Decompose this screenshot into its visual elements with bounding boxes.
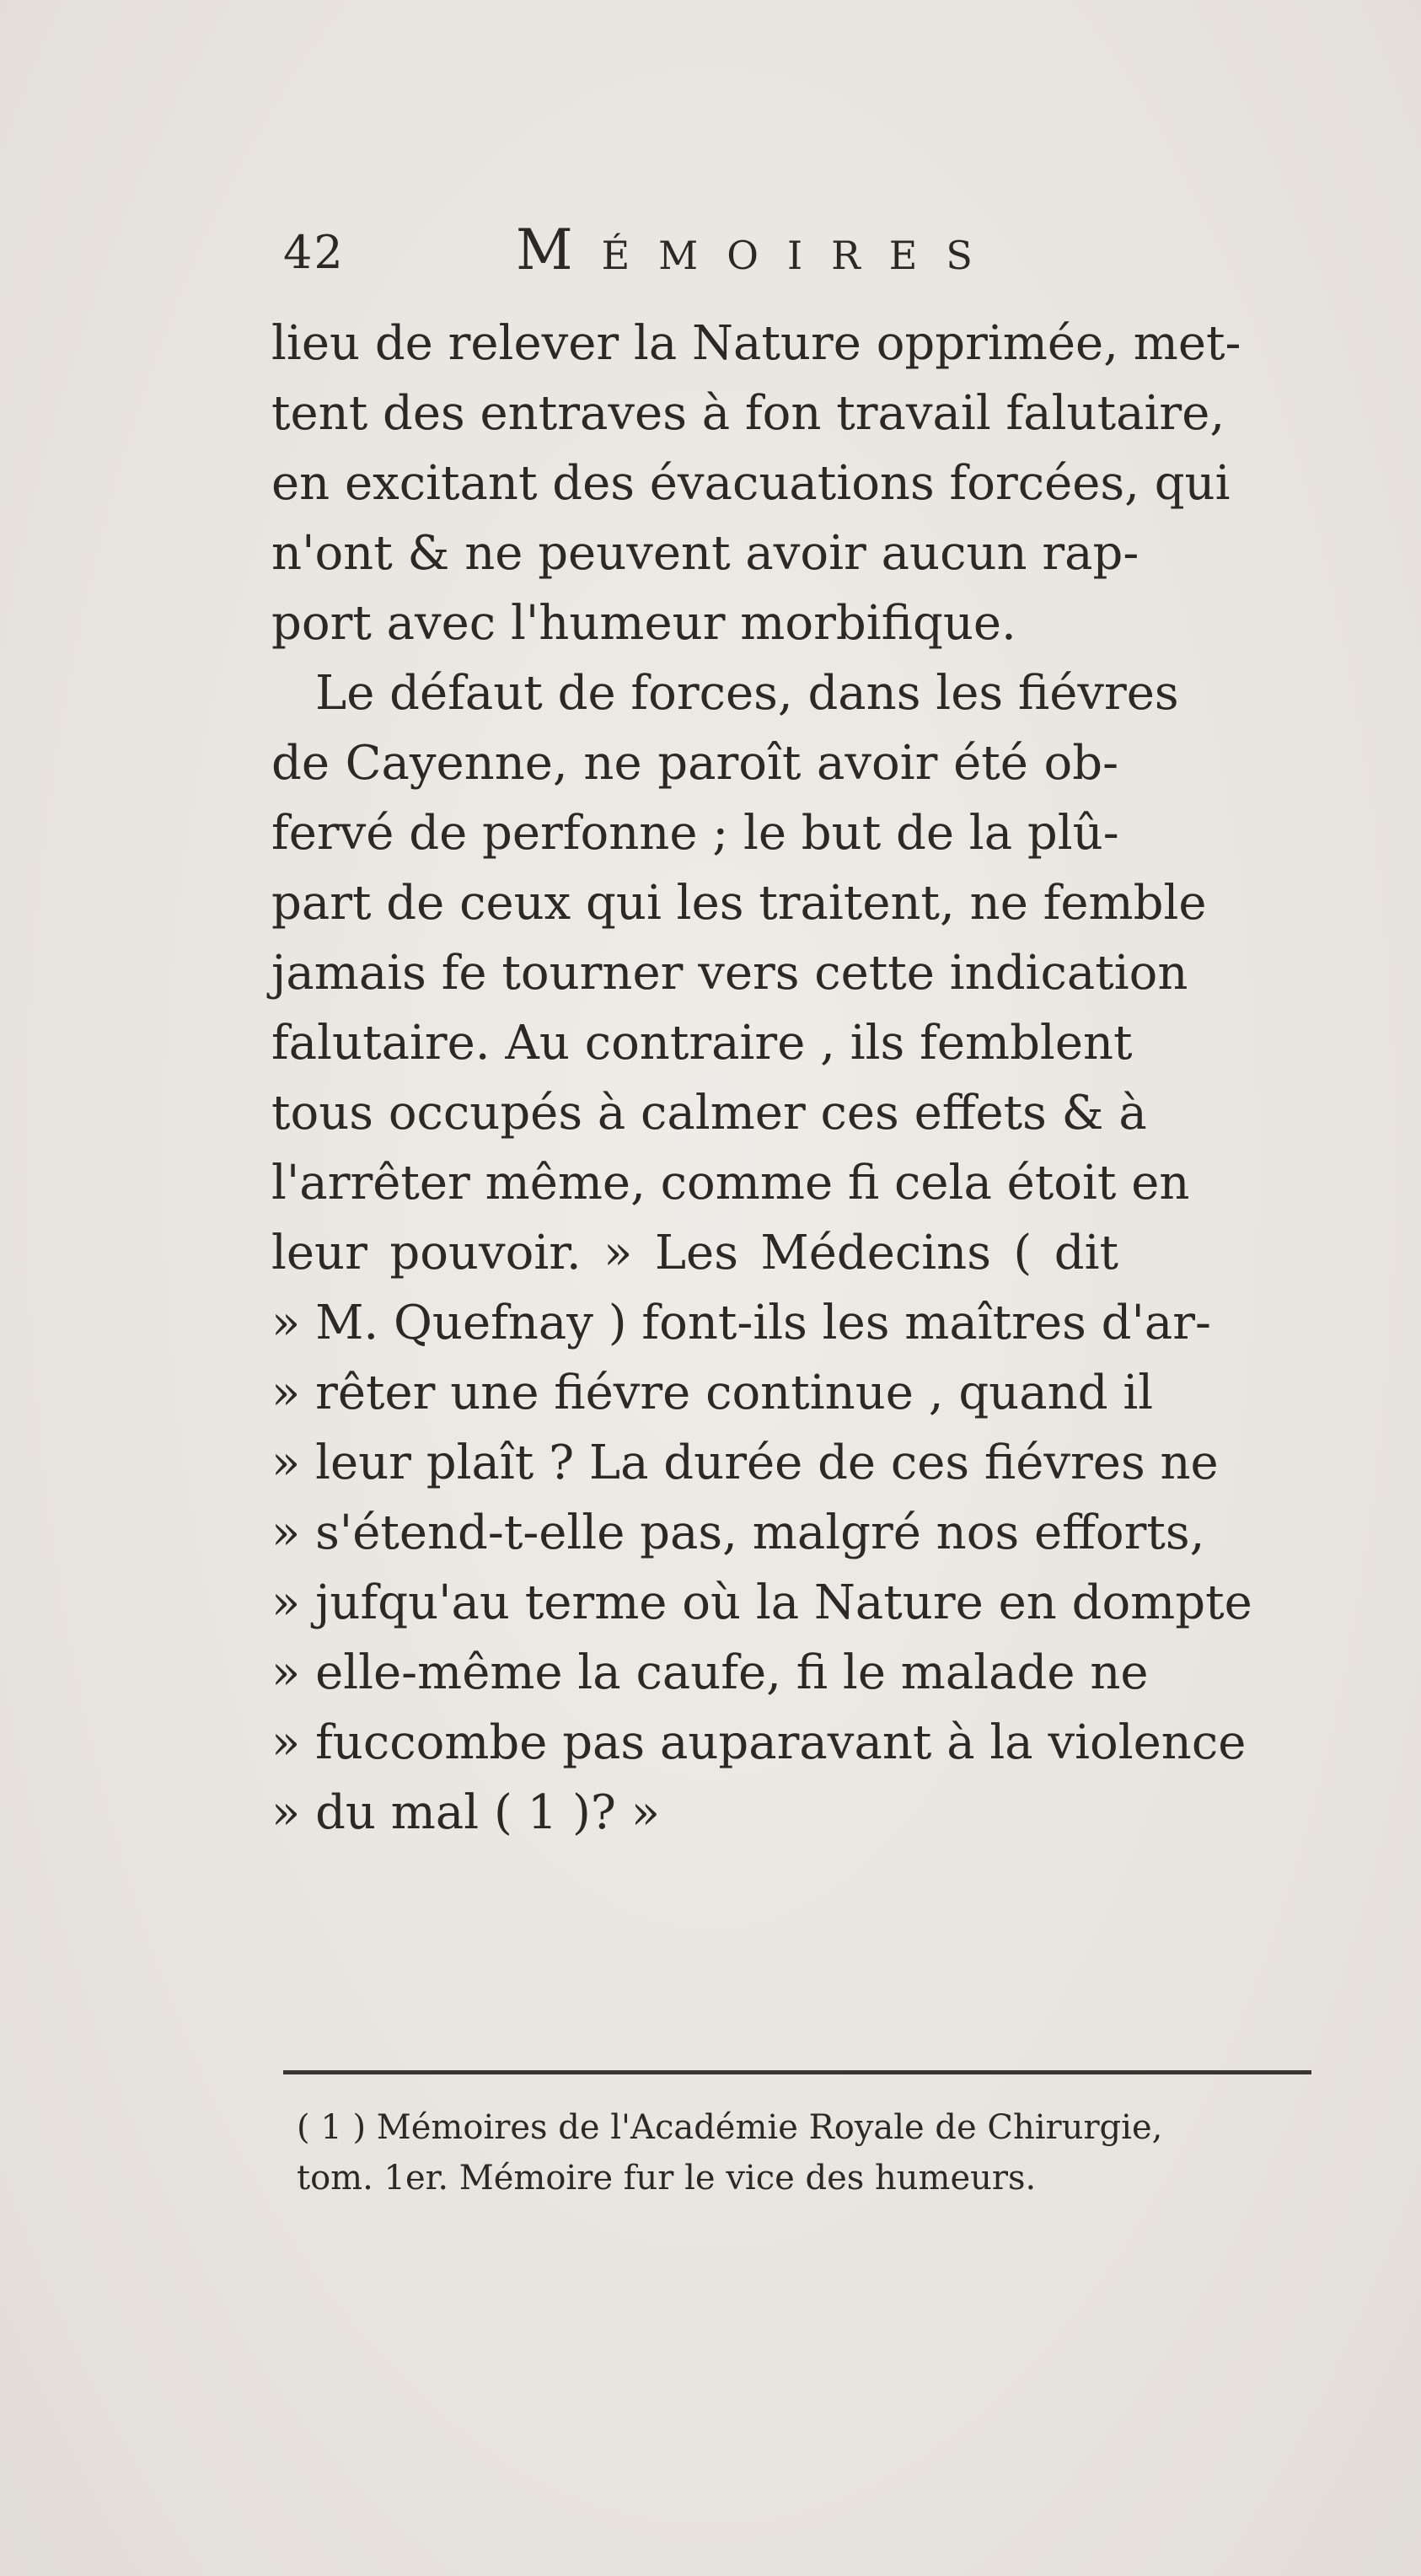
- text-line: part de ceux qui les traitent, ne femble: [271, 876, 1207, 931]
- text-line: de Cayenne, ne paroît avoir été ob-: [271, 736, 1118, 791]
- text-line: port avec l'humeur morbifique.: [271, 596, 1016, 651]
- footnote-line: tom. 1er. Mémoire fur le vice des humeurs.: [297, 2159, 1037, 2198]
- text-line: » s'étend-t-elle pas, malgré nos efforts,: [271, 1505, 1205, 1560]
- text-line: » jufqu'au terme où la Nature en dompte: [271, 1575, 1252, 1630]
- text-line: » fuccombe pas auparavant à la violence: [271, 1715, 1247, 1770]
- body-text: [271, 309, 1252, 1848]
- text-line: n'ont & ne peuvent avoir aucun rap-: [271, 526, 1139, 581]
- text-line: » rêter une fiévre continue , quand il: [271, 1366, 1154, 1420]
- text-line: » leur plaît ? La durée de ces fiévres ne: [271, 1436, 1219, 1490]
- text-line: Le défaut de forces, dans les fiévres: [315, 666, 1179, 721]
- footnote-divider: [283, 2070, 1311, 2074]
- text-line: lieu de relever la Nature opprimée, met-: [271, 316, 1241, 371]
- text-line: » M. Quefnay ) font-ils les maîtres d'ar-: [271, 1296, 1211, 1350]
- text-line: leur pouvoir. » Les Médecins ( dit: [271, 1226, 1118, 1280]
- footnote: [297, 2102, 1316, 2203]
- page-header: [283, 217, 1126, 293]
- text-line: falutaire. Au contraire , ils femblent: [271, 1016, 1133, 1071]
- text-line: fervé de perfonne ; le but de la plû-: [271, 806, 1119, 861]
- text-line: jamais fe tourner vers cette indication: [271, 946, 1188, 1001]
- text-line: » elle-même la caufe, fi le malade ne: [271, 1645, 1149, 1700]
- text-line: tous occupés à calmer ces effets & à: [271, 1086, 1147, 1140]
- text-line: en excitant des évacuations forcées, qui: [271, 456, 1231, 511]
- footnote-line: ( 1 ) Mémoires de l'Académie Royale de Chirurgie,: [297, 2108, 1163, 2147]
- text-line: » du mal ( 1 )? »: [271, 1785, 660, 1840]
- running-title: Mémoires: [516, 217, 1001, 282]
- text-line: l'arrêter même, comme fi cela étoit en: [271, 1156, 1190, 1210]
- page-number: 42: [283, 226, 345, 279]
- text-line: tent des entraves à fon travail falutaire,: [271, 386, 1225, 441]
